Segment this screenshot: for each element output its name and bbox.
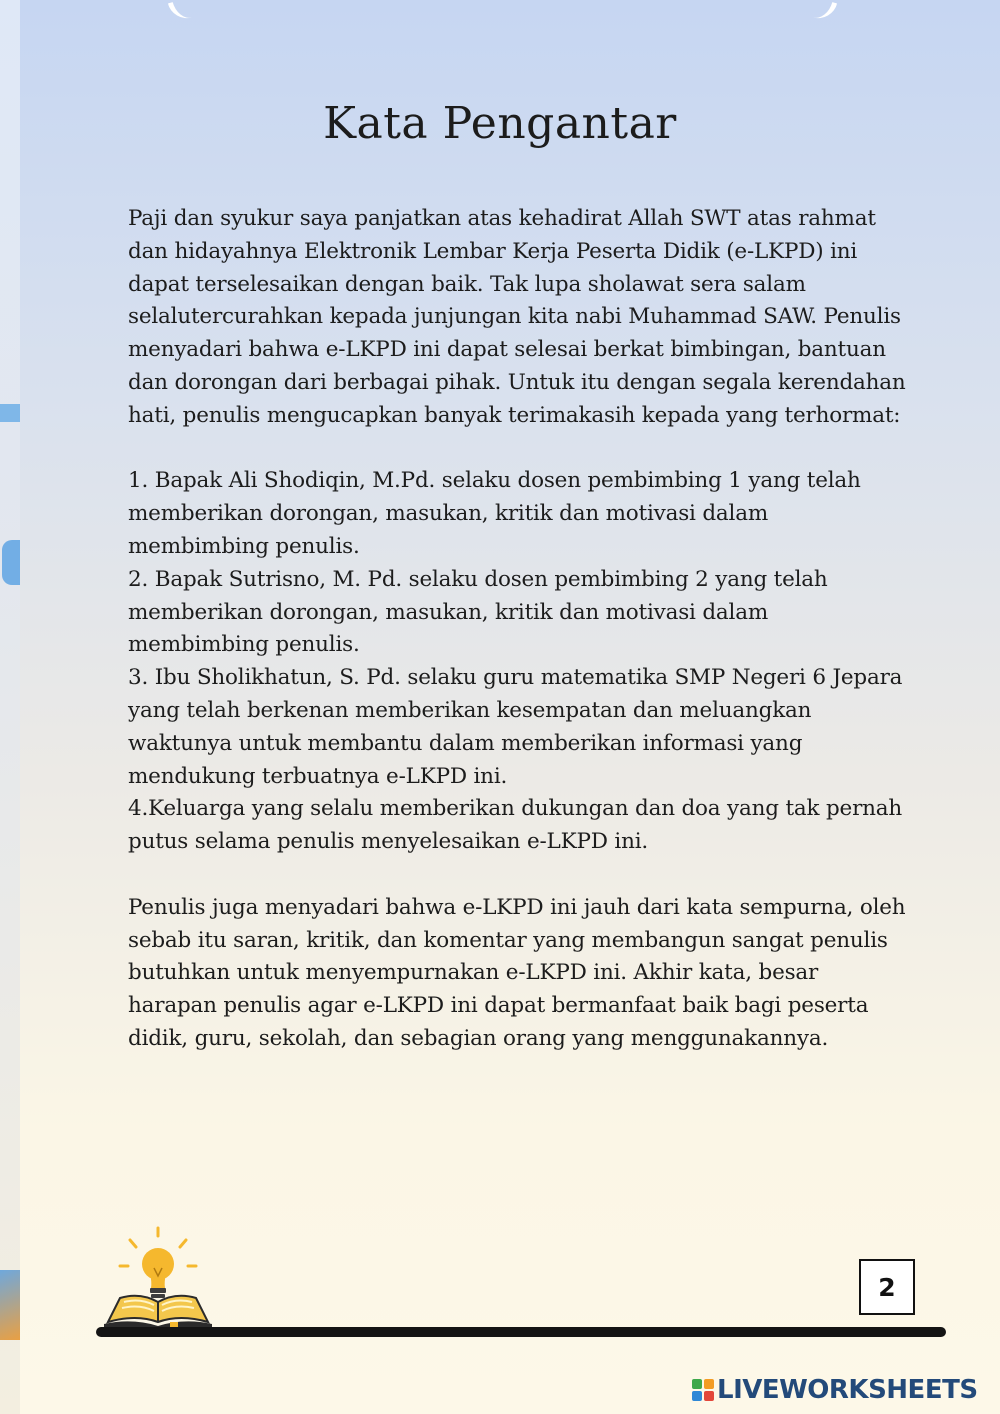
- text-line: harapan penulis agar e-LKPD ini dapat bermanfaat baik bagi peserta: [128, 993, 869, 1019]
- page-title: Kata Pengantar: [323, 98, 677, 149]
- decoration-shape: [0, 404, 20, 422]
- text-line: memberikan dorongan, masukan, kritik dan motivasi dalam: [128, 501, 769, 527]
- text-line: 2. Bapak Sutrisno, M. Pd. selaku dosen pembimbing 2 yang telah: [128, 566, 828, 592]
- text-line: dan dorongan dari berbagai pihak. Untuk itu dengan segala kerendahan: [128, 369, 906, 395]
- text-line: membimbing penulis.: [128, 632, 360, 658]
- left-edge-strip: [0, 0, 20, 1414]
- text-line: dan hidayahnya Elektronik Lembar Kerja Peserta Didik (e-LKPD) ini: [128, 238, 858, 264]
- text-line: putus selama penulis menyelesaikan e-LKPD ini.: [128, 829, 649, 855]
- brand-name: LIVEWORKSHEETS: [717, 1375, 978, 1405]
- text-line: sebab itu saran, kritik, dan komentar yang membangun sangat penulis: [128, 927, 888, 953]
- closing-paragraph: [128, 892, 918, 1056]
- acknowledgement-list: [128, 465, 918, 859]
- decoration-stroke: [810, 0, 837, 23]
- text-line: hati, penulis mengucapkan banyak terimakasih kepada yang terhormat:: [128, 402, 901, 428]
- text-line: 1. Bapak Ali Shodiqin, M.Pd. selaku dosen pembimbing 1 yang telah: [128, 468, 861, 494]
- text-line: menyadari bahwa e-LKPD ini dapat selesai berkat bimbingan, bantuan: [128, 337, 886, 363]
- document-body: [128, 203, 918, 1056]
- decoration-shape: [0, 1270, 20, 1340]
- text-line: mendukung terbuatnya e-LKPD ini.: [128, 763, 508, 789]
- text-line: waktunya untuk membantu dalam memberikan informasi yang: [128, 730, 803, 756]
- text-line: butuhkan untuk menyempurnakan e-LKPD ini. Akhir kata, besar: [128, 960, 819, 986]
- text-line: dapat terselesaikan dengan baik. Tak lupa sholawat sera salam: [128, 271, 806, 297]
- liveworksheets-logo-icon: [692, 1379, 714, 1401]
- text-line: Penulis juga menyadari bahwa e-LKPD ini jauh dari kata sempurna, oleh: [128, 894, 906, 920]
- page-number: 2: [859, 1259, 915, 1315]
- text-line: membimbing penulis.: [128, 533, 360, 559]
- text-line: yang telah berkenan memberikan kesempatan dan meluangkan: [128, 697, 812, 723]
- text-line: selalutercurahkan kepada junjungan kita nabi Muhammad SAW. Penulis: [128, 304, 901, 330]
- decoration-shape: [2, 540, 20, 585]
- decoration-stroke: [168, 0, 195, 23]
- text-line: didik, guru, sekolah, dan sebagian orang yang menggunakannya.: [128, 1025, 829, 1051]
- text-line: 4.Keluarga yang selalu memberikan dukungan dan doa yang tak pernah: [128, 796, 903, 822]
- liveworksheets-branding[interactable]: [692, 1374, 978, 1406]
- intro-paragraph: [128, 203, 918, 433]
- text-line: 3. Ibu Sholikhatun, S. Pd. selaku guru matematika SMP Negeri 6 Jepara: [128, 665, 903, 691]
- book-lightbulb-icon: [100, 1222, 216, 1334]
- text-line: Paji dan syukur saya panjatkan atas kehadirat Allah SWT atas rahmat: [128, 206, 876, 231]
- text-line: memberikan dorongan, masukan, kritik dan motivasi dalam: [128, 599, 769, 625]
- footer-divider-line: [96, 1327, 946, 1337]
